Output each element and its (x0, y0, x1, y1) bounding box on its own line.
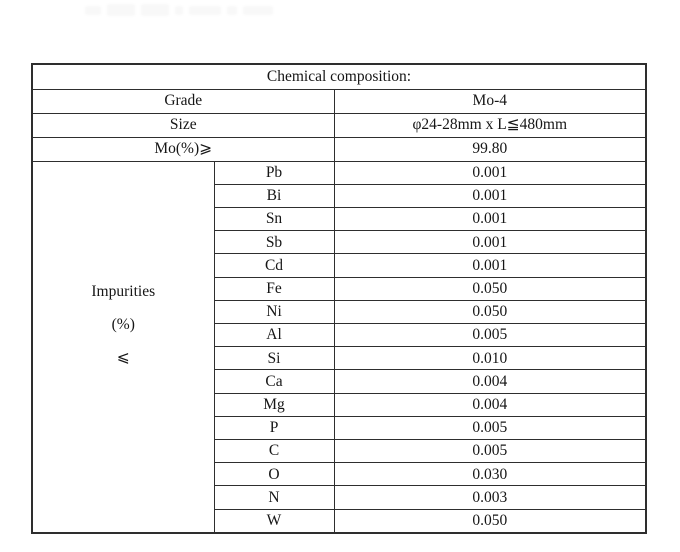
element-value: 0.001 (334, 254, 646, 277)
element-value: 0.001 (334, 231, 646, 254)
watermark-segment (175, 6, 183, 15)
element-symbol: Sb (214, 231, 334, 254)
table-title: Chemical composition: (32, 64, 646, 89)
element-symbol: Ca (214, 370, 334, 393)
element-value: 0.005 (334, 439, 646, 462)
grade-value: Mo-4 (334, 89, 646, 113)
size-row (32, 113, 646, 137)
element-value: 0.004 (334, 393, 646, 416)
chemical-composition-table (31, 63, 647, 534)
element-symbol: Si (214, 347, 334, 370)
element-symbol: Bi (214, 184, 334, 207)
watermark-segment (243, 6, 273, 15)
element-symbol: Pb (214, 161, 334, 184)
element-value: 0.003 (334, 486, 646, 509)
element-symbol: W (214, 509, 334, 533)
watermark-segment (85, 6, 101, 15)
element-symbol: N (214, 486, 334, 509)
element-value: 0.050 (334, 509, 646, 533)
element-symbol: Fe (214, 277, 334, 300)
element-symbol: Ni (214, 300, 334, 323)
element-value: 0.050 (334, 277, 646, 300)
size-label: Size (32, 113, 334, 137)
impurity-row (32, 161, 646, 184)
element-value: 0.050 (334, 300, 646, 323)
element-symbol: P (214, 416, 334, 439)
watermark-segment (189, 6, 221, 15)
size-value: φ24-28mm x L≦480mm (334, 113, 646, 137)
mo-content-label: Mo(%)⩾ (32, 137, 334, 161)
element-symbol: Sn (214, 207, 334, 230)
less-equal-symbol: ⩽ (116, 349, 130, 367)
element-value: 0.004 (334, 370, 646, 393)
element-value: 0.030 (334, 463, 646, 486)
table-title-row (32, 64, 646, 89)
faint-watermark (85, 4, 273, 16)
element-value: 0.010 (334, 347, 646, 370)
watermark-segment (141, 4, 169, 16)
element-symbol: Cd (214, 254, 334, 277)
watermark-segment (227, 6, 237, 15)
element-value: 0.005 (334, 416, 646, 439)
element-symbol: Al (214, 323, 334, 346)
element-symbol: C (214, 439, 334, 462)
element-value: 0.001 (334, 207, 646, 230)
impurities-label-cell (32, 161, 214, 533)
mo-content-value: 99.80 (334, 137, 646, 161)
element-value: 0.001 (334, 161, 646, 184)
grade-label: Grade (32, 89, 334, 113)
impurities-label: Impurities (91, 282, 156, 300)
element-value: 0.001 (334, 184, 646, 207)
impurities-unit: (%) (111, 316, 135, 334)
element-value: 0.005 (334, 323, 646, 346)
mo-content-row (32, 137, 646, 161)
element-symbol: O (214, 463, 334, 486)
element-symbol: Mg (214, 393, 334, 416)
grade-row (32, 89, 646, 113)
watermark-segment (107, 4, 135, 16)
